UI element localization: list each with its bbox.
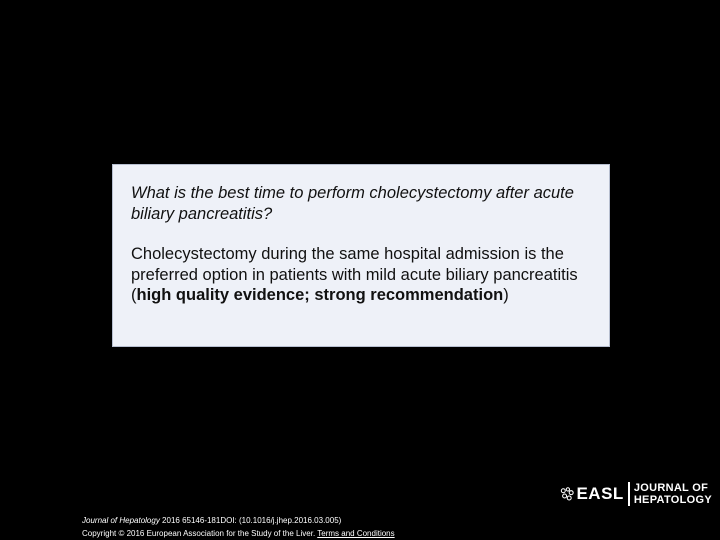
citation-footer bbox=[82, 514, 395, 540]
journal-wordmark-line2: HEPATOLOGY bbox=[633, 493, 712, 506]
copyright-separator: . bbox=[312, 529, 318, 538]
journal-name: Journal of Hepatology bbox=[82, 516, 160, 525]
easl-emblem-icon bbox=[560, 483, 574, 505]
citation-line bbox=[82, 514, 395, 527]
citation-doi: 2016 65146-181DOI: (10.1016/j.jhep.2016.03.005) bbox=[159, 516, 342, 525]
terms-link[interactable]: Terms and Conditions bbox=[317, 529, 395, 538]
question-text: What is the best time to perform cholecystectomy after acute biliary pancreatitis? bbox=[131, 184, 574, 223]
journal-wordmark-line1: JOURNAL OF bbox=[633, 481, 709, 494]
copyright-line bbox=[82, 527, 395, 540]
recommendation-box bbox=[112, 164, 610, 347]
easl-wordmark: EASL bbox=[576, 482, 629, 506]
evidence-grade: high quality evidence; strong recommendation bbox=[136, 286, 504, 304]
answer-text-part1: Cholecystectomy during the same hospital admission is the preferred option in patients with mild acute biliary pancreatitis ( bbox=[131, 245, 578, 304]
copyright-text: Copyright © 2016 European Association for the Study of the Liver bbox=[82, 529, 313, 538]
journal-wordmark bbox=[634, 482, 712, 506]
answer-text bbox=[131, 244, 591, 306]
answer-text-part2: ) bbox=[503, 286, 509, 304]
journal-logo bbox=[560, 477, 712, 510]
